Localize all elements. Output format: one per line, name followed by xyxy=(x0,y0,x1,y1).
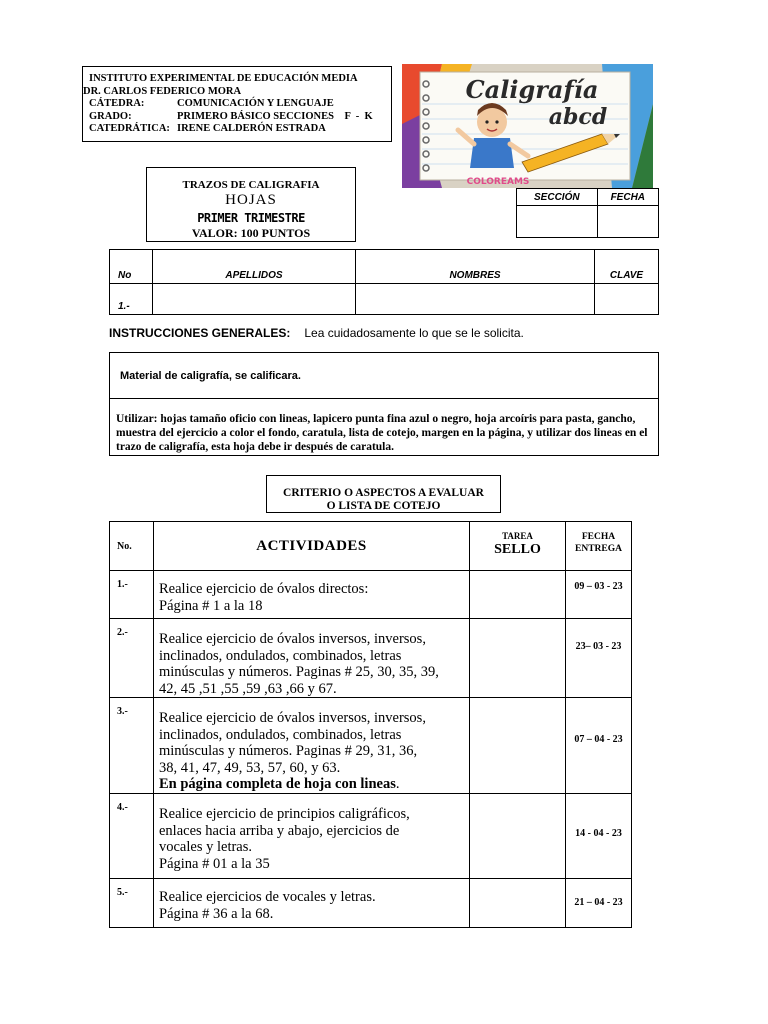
school-name: DR. CARLOS FEDERICO MORA xyxy=(83,85,242,97)
criterio-line1: CRITERIO O ASPECTOS A EVALUAR xyxy=(283,487,484,499)
row-sello-cell[interactable] xyxy=(470,794,566,879)
utilizar-text: Utilizar: hojas tamaño oficio con lineas, lapicero punta fina azul o negro, hoja arcoíris para pasta, gancho, muestra del ejercicio a color el fondo, caratula, lista de cotejo, margen en la página, y utilizar dos lineas en el trazo de caligrafía, esta hoja debe ir después de caratula. xyxy=(116,413,648,453)
sello-label: SELLO xyxy=(494,542,541,557)
row-sello-cell[interactable] xyxy=(470,698,566,794)
row-no: 1.- xyxy=(110,571,154,619)
general-instructions xyxy=(109,326,524,340)
criterio-box xyxy=(266,475,501,513)
table-row xyxy=(110,619,632,698)
row-fecha: 07 – 04 - 23 xyxy=(566,698,632,794)
row-activity: Realice ejercicio de óvalos inversos, inversos, inclinados, ondulados, combinados, letras minúsculas y números. Paginas # 29, 31, 36, 38, 41, 47, 49, 53, 57, 60, y 63. En página completa de hoja con lineas. xyxy=(154,698,470,794)
activities-table xyxy=(109,521,632,928)
row-fecha: 14 - 04 - 23 xyxy=(566,794,632,879)
fecha-cell[interactable] xyxy=(597,206,658,238)
row-sello-cell[interactable] xyxy=(470,619,566,698)
tarea-label: TAREA xyxy=(502,531,533,541)
row-activity: Realice ejercicios de vocales y letras. Página # 36 a la 68. xyxy=(154,879,470,928)
instructions-label: INSTRUCCIONES GENERALES: xyxy=(109,326,291,340)
catedratica-row: CATEDRÁTICA: IRENE CALDERÓN ESTRADA xyxy=(89,123,326,134)
grado-row: GRADO: PRIMERO BÁSICO SECCIONES F - K xyxy=(89,110,373,122)
nombres-cell[interactable] xyxy=(356,284,595,315)
clave-cell[interactable] xyxy=(595,284,659,315)
apellidos-cell[interactable] xyxy=(153,284,356,315)
clave-header: CLAVE xyxy=(595,250,659,284)
title-trazos: TRAZOS DE CALIGRAFIA xyxy=(182,179,320,191)
row-no: 4.- xyxy=(110,794,154,879)
title-trimestre: PRIMER TRIMESTRE xyxy=(197,211,305,225)
row-fecha: 09 – 03 - 23 xyxy=(566,571,632,619)
row-sello-cell[interactable] xyxy=(470,879,566,928)
row-no: 5.- xyxy=(110,879,154,928)
table-row xyxy=(110,571,632,619)
header-info-box xyxy=(82,66,392,142)
actividades-header: ACTIVIDADES xyxy=(154,522,470,571)
row-sello-cell[interactable] xyxy=(470,571,566,619)
title-box xyxy=(146,167,356,242)
material-divider xyxy=(110,398,658,399)
fecha-entrega-header: FECHA ENTREGA xyxy=(566,522,632,571)
material-line: Material de caligrafía, se calificara. xyxy=(120,370,301,382)
row-fecha: 23– 03 - 23 xyxy=(566,619,632,698)
row-fecha: 21 – 04 - 23 xyxy=(566,879,632,928)
title-valor: VALOR: 100 PUNTOS xyxy=(191,226,311,240)
nombres-header: NOMBRES xyxy=(356,250,595,284)
seccion-cell[interactable] xyxy=(517,206,598,238)
apellidos-header: APELLIDOS xyxy=(153,250,356,284)
cover-brand: COLOREAMS xyxy=(466,177,530,187)
row-bold-note: En página completa de hoja con lineas xyxy=(159,776,396,792)
row-activity: Realice ejercicio de óvalos inversos, inversos, inclinados, ondulados, combinados, letras minúsculas y números. Paginas # 25, 30, 35, 39, 42, 45 ,51 ,55 ,59 ,63 ,66 y 67. xyxy=(154,619,470,698)
seccion-header: SECCIÓN xyxy=(517,189,598,206)
caligrafia-cover-image xyxy=(402,64,653,188)
title-hojas: HOJAS xyxy=(225,192,277,208)
student-no-header: No xyxy=(110,250,153,284)
student-table xyxy=(109,249,659,315)
cover-subtitle: abcd xyxy=(548,104,608,130)
tarea-sello-header xyxy=(470,522,566,571)
fecha-header: FECHA xyxy=(597,189,658,206)
table-row xyxy=(110,879,632,928)
row-activity: Realice ejercicio de óvalos directos: Página # 1 a la 18 xyxy=(154,571,470,619)
row-no: 2.- xyxy=(110,619,154,698)
student-row-no: 1.- xyxy=(110,284,153,315)
material-box xyxy=(109,352,659,456)
seccion-fecha-table xyxy=(516,188,659,238)
row-no: 3.- xyxy=(110,698,154,794)
catedra-row: CÁTEDRA: COMUNICACIÓN Y LENGUAJE xyxy=(89,98,334,109)
cover-title: Caligrafía xyxy=(465,75,599,104)
table-row xyxy=(110,794,632,879)
institute-name: INSTITUTO EXPERIMENTAL DE EDUCACIÓN MEDIA xyxy=(89,73,358,84)
instructions-text: Lea cuidadosamente lo que se le solicita. xyxy=(304,326,524,340)
row-activity: Realice ejercicio de principios caligráficos, enlaces hacia arriba y abajo, ejercicios de vocales y letras. Página # 01 a la 35 xyxy=(154,794,470,879)
table-row xyxy=(110,698,632,794)
activities-no-header: No. xyxy=(110,522,154,571)
criterio-line2: O LISTA DE COTEJO xyxy=(326,500,441,512)
